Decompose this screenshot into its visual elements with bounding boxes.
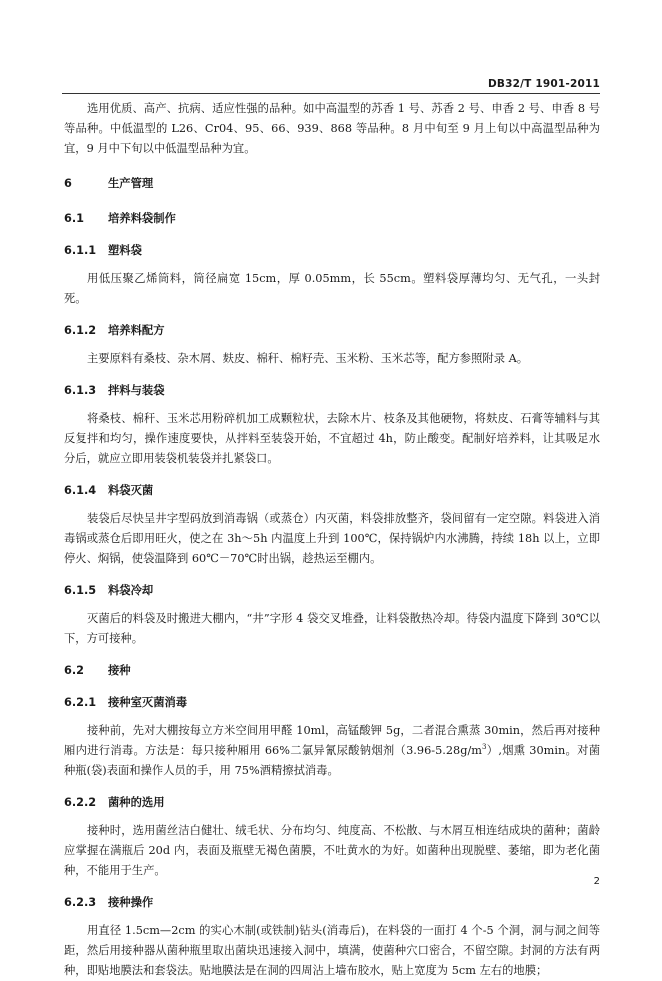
section-number: 6.1.1 bbox=[64, 244, 97, 257]
section-title: 培养料配方 bbox=[108, 324, 165, 337]
section-heading-6-1-2 bbox=[64, 321, 600, 341]
section-heading-6-1-5 bbox=[64, 581, 600, 601]
section-heading-6-1-3 bbox=[64, 381, 600, 401]
section-number: 6.1.4 bbox=[64, 484, 97, 497]
section-title: 菌种的选用 bbox=[108, 796, 165, 809]
section-number: 6.2.3 bbox=[64, 896, 97, 909]
page-number: 2 bbox=[593, 876, 600, 887]
paragraph-text: 接种前，先对大棚按每立方米空间用甲醛 10ml，高锰酸钾 5g，二者混合熏蒸 30min，然后再对接种厢内进行消毒。方法是：每只接种厢用 66%二氯异氰尿酸钠烟剂（3.96-5.28g/m bbox=[64, 724, 600, 757]
paragraph-6-1-5: 灭菌后的料袋及时搬进大棚内，“井”字形 4 袋交叉堆叠，让料袋散热冷却。待袋内温度下降到 30℃以下，方可接种。 bbox=[64, 612, 600, 645]
section-number: 6.1.3 bbox=[64, 384, 97, 397]
section-number: 6 bbox=[64, 177, 72, 190]
section-title: 生产管理 bbox=[108, 177, 154, 190]
paragraph-6-2-3: 用直径 1.5cm—2cm 的实心木制(或铁制)钻头(消毒后)，在料袋的一面打 4 个-5 个洞，洞与洞之间等距，然后用接种器从菌种瓶里取出菌块迅速接入洞中，填满，使菌种穴口密合，不留空隙。封洞的方法有两种，即贴地膜法和套袋法。贴地膜法是在洞的四周沾上墙布胶水，贴上宽度为 5cm 左右的地膜； bbox=[64, 924, 600, 977]
section-number: 6.1.2 bbox=[64, 324, 97, 337]
section-heading-6-1 bbox=[64, 209, 600, 229]
section-title: 接种操作 bbox=[108, 896, 154, 909]
section-heading-6-2-1 bbox=[64, 693, 600, 713]
paragraph-6-2-2: 接种时，选用菌丝洁白健壮、绒毛状、分布均匀、纯度高、不松散、与木屑互相连结成块的菌种；菌龄应掌握在满瓶后 20d 内，表面及瓶壁无褐色菌膜，不吐黄水的为好。如菌种出现脱壁、萎缩，即为老化菌种，不能用于生产。 bbox=[64, 824, 600, 877]
header-rule bbox=[62, 93, 600, 94]
document-code: DB32/T 1901-2011 bbox=[488, 78, 600, 90]
section-title: 料袋冷却 bbox=[108, 584, 154, 597]
paragraph-6-1-1: 用低压聚乙烯筒料，筒径扁宽 15cm，厚 0.05mm，长 55cm。塑料袋厚薄均匀、无气孔，一头封死。 bbox=[64, 272, 600, 305]
section-heading-6-2-2 bbox=[64, 793, 600, 813]
section-number: 6.2 bbox=[64, 664, 85, 677]
section-number: 6.1.5 bbox=[64, 584, 97, 597]
section-number: 6.2.2 bbox=[64, 796, 97, 809]
section-number: 6.1 bbox=[64, 212, 85, 225]
section-title: 料袋灭菌 bbox=[108, 484, 154, 497]
paragraph-6-1-2: 主要原料有桑枝、杂木屑、麸皮、棉秆、棉籽壳、玉米粉、玉米芯等，配方参照附录 A。 bbox=[87, 352, 529, 365]
paragraph-6-2-1 bbox=[64, 721, 600, 781]
section-heading-6-2 bbox=[64, 661, 600, 681]
section-title: 拌料与装袋 bbox=[108, 384, 165, 397]
section-heading-6-1-1 bbox=[64, 241, 600, 261]
section-title: 塑料袋 bbox=[108, 244, 142, 257]
section-title: 接种 bbox=[108, 664, 131, 677]
paragraph-text: ）,烟熏 30min。对菌种瓶(袋)表面和操作人员的手，用 75%酒精擦拭消毒。 bbox=[64, 744, 600, 777]
section-number: 6.2.1 bbox=[64, 696, 97, 709]
section-heading-6 bbox=[64, 174, 600, 194]
section-title: 培养料袋制作 bbox=[108, 212, 176, 225]
section-title: 接种室灭菌消毒 bbox=[108, 696, 188, 709]
intro-paragraph: 选用优质、高产、抗病、适应性强的品种。如中高温型的苏香 1 号、苏香 2 号、申香 2 号、申香 8 号等品种。中低温型的 L26、Cr04、95、66、939、868 等品种。8 月中旬至 9 月上旬以中高温型品种为宜，9 月中下旬以中低温型品种为宜。 bbox=[64, 102, 600, 155]
section-heading-6-2-3 bbox=[64, 893, 600, 913]
document-body bbox=[64, 99, 600, 981]
superscript: 3 bbox=[481, 743, 487, 752]
section-heading-6-1-4 bbox=[64, 481, 600, 501]
paragraph-6-1-4: 装袋后尽快呈井字型码放到消毒锅（或蒸仓）内灭菌，料袋排放整齐，袋间留有一定空隙。料袋进入消毒锅或蒸仓后即用旺火，使之在 3h～5h 内温度上升到 100℃，保持锅炉内水沸腾，持续 18h 以上，立即停火、焖锅，使袋温降到 60℃－70℃时出锅，趁热运至棚内。 bbox=[64, 512, 600, 565]
paragraph-6-1-3: 将桑枝、棉秆、玉米芯用粉碎机加工成颗粒状，去除木片、枝条及其他硬物，将麸皮、石膏等辅料与其反复拌和均匀，操作速度要快，从拌料至装袋开始，不宜超过 4h，防止酸变。配制好培养料，让其吸足水分后，就应立即用装袋机装袋并扎紧袋口。 bbox=[64, 412, 600, 465]
